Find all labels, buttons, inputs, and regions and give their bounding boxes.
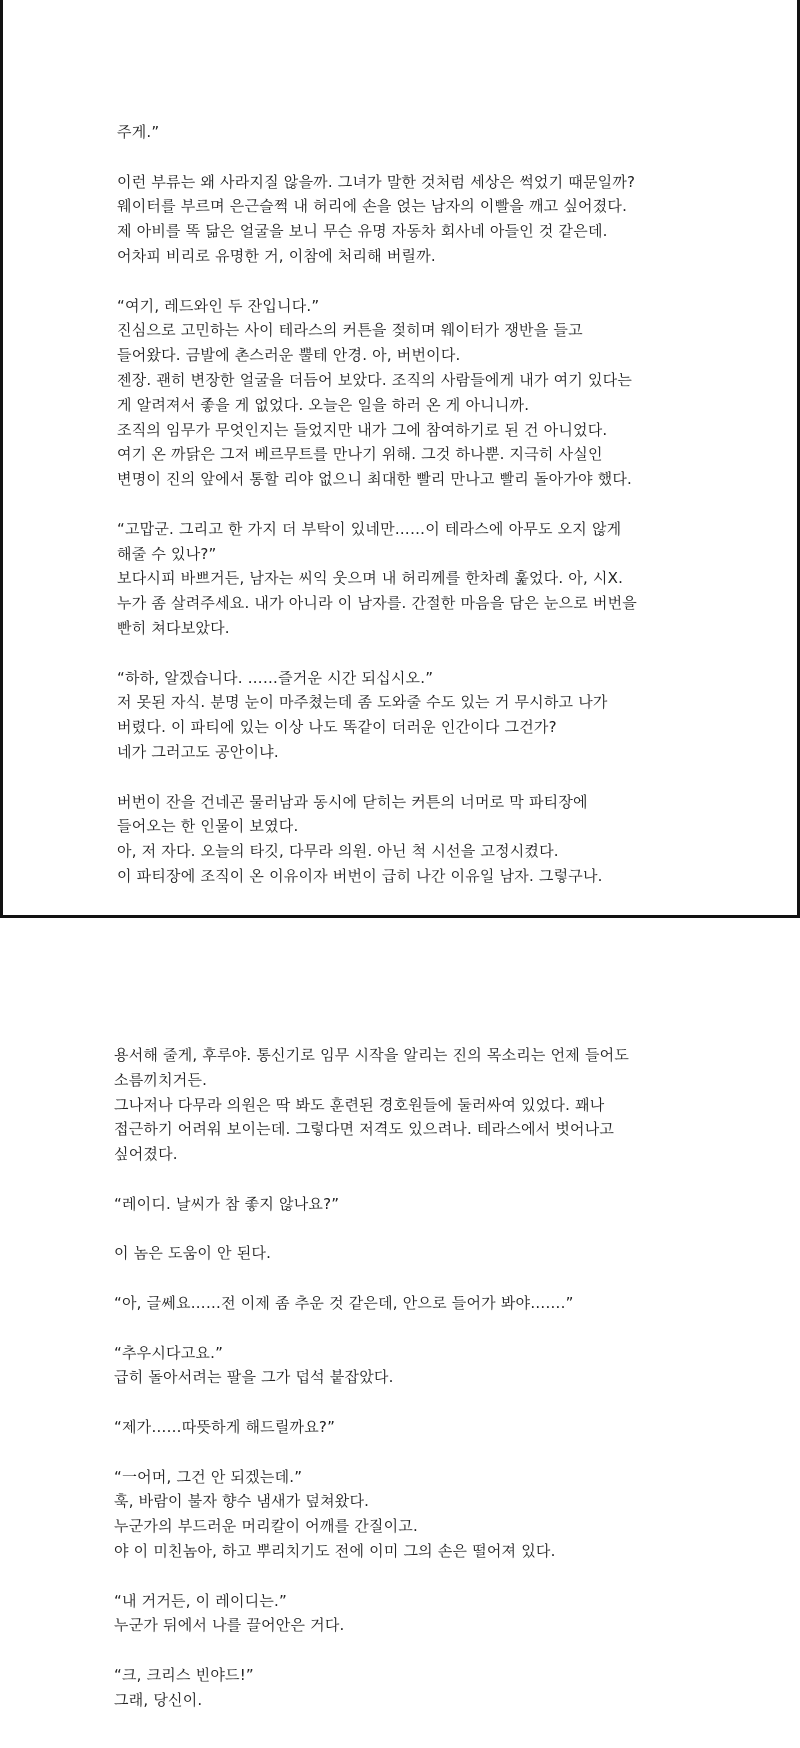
- text-line: [114, 1217, 714, 1242]
- text-line: “제가……따뜻하게 해드릴까요?”: [114, 1417, 336, 1436]
- text-line: [114, 1266, 714, 1291]
- text-line: 누군가 뒤에서 나를 끌어안은 거다.: [114, 1616, 345, 1635]
- text-line: 웨이터를 부르며 은근슬쩍 내 허리에 손을 얹는 남자의 이빨을 깨고 싶어졌다.: [117, 197, 628, 216]
- text-line: 변명이 진의 앞에서 통할 리야 없으니 최대한 빨리 만나고 빨리 돌아가야 했다.: [117, 470, 633, 489]
- text-line: 제 아비를 똑 닮은 얼굴을 보니 무슨 유명 자동차 회사네 아들인 것 같은데.: [117, 222, 608, 241]
- text-line: 버번이 잔을 건네곤 물러남과 동시에 닫히는 커튼의 너머로 막 파티장에: [117, 792, 588, 811]
- text-line: 누가 좀 살려주세요. 내가 아니라 이 남자를. 간절한 마음을 담은 눈으로 버번을: [117, 594, 637, 613]
- page-bottom: [0, 920, 800, 1748]
- text-line: [114, 1167, 714, 1192]
- text-line: 네가 그러고도 공안이냐.: [117, 742, 279, 761]
- text-line: 진심으로 고민하는 사이 테라스의 커튼을 젖히며 웨이터가 쟁반을 들고: [117, 321, 583, 340]
- text-line: 여기 온 까닭은 그저 베르무트를 만나기 위해. 그것 하나뿐. 지극히 사실인: [117, 445, 603, 464]
- text-line: 야 이 미친놈아, 하고 뿌리치기도 전에 이미 그의 손은 떨어져 있다.: [114, 1541, 556, 1560]
- text-line: [117, 765, 717, 790]
- text-line: 싶어졌다.: [114, 1145, 178, 1164]
- text-line: 접근하기 어려워 보이는데. 그렇다면 저격도 있으려나. 테라스에서 벗어나고: [114, 1120, 615, 1139]
- text-line: [114, 1390, 714, 1415]
- text-line: 주게.”: [117, 123, 160, 141]
- text-line: [117, 492, 717, 517]
- text-line: 이런 부류는 왜 사라지질 않을까. 그녀가 말한 것처럼 세상은 썩었기 때문일까?: [117, 172, 636, 191]
- text-line: “크, 크리스 빈야드!”: [114, 1665, 254, 1684]
- text-line: 빤히 쳐다보았다.: [117, 618, 230, 637]
- text-line: [117, 641, 717, 666]
- text-block-page-1: [117, 120, 717, 889]
- text-line: 아, 저 자다. 오늘의 타깃, 다무라 의원. 아닌 척 시선을 고정시켰다.: [117, 842, 559, 861]
- text-line: 들어왔다. 금발에 촌스러운 뿔테 안경. 아, 버번이다.: [117, 346, 461, 365]
- text-line: 해줄 수 있나?”: [117, 544, 217, 563]
- text-line: “내 거거든, 이 레이디는.”: [114, 1591, 287, 1610]
- text-line: “一어머, 그건 안 되겠는데.”: [114, 1467, 303, 1486]
- text-line: 훅, 바람이 불자 향수 냄새가 덮쳐왔다.: [114, 1492, 370, 1511]
- text-line: 그래, 당신이.: [114, 1690, 203, 1709]
- text-line: [117, 269, 717, 294]
- text-line: [114, 1638, 714, 1663]
- text-line: 급히 돌아서려는 팔을 그가 덥석 붙잡았다.: [114, 1368, 394, 1387]
- text-line: 버렸다. 이 파티에 있는 이상 나도 똑같이 더러운 인간이다 그건가?: [117, 718, 557, 737]
- text-line: “레이디. 날씨가 참 좋지 않나요?”: [114, 1194, 340, 1213]
- text-line: “아, 글쎄요……전 이제 좀 추운 것 같은데, 안으로 들어가 봐야…….”: [114, 1293, 574, 1312]
- text-line: 이 놈은 도움이 안 된다.: [114, 1244, 272, 1263]
- text-line: 이 파티장에 조직이 온 이유이자 버번이 급히 나간 이유일 남자. 그렇구나.: [117, 866, 603, 885]
- text-line: [114, 1440, 714, 1465]
- text-line: 용서해 줄게, 후루야. 통신기로 임무 시작을 알리는 진의 목소리는 언제 들어도: [114, 1046, 630, 1064]
- text-line: 보다시피 바쁘거든, 남자는 씨익 웃으며 내 허리께를 한차례 훑었다. 아, 시X.: [117, 569, 624, 588]
- text-line: 게 알려져서 좋을 게 없었다. 오늘은 일을 하러 온 게 아니니까.: [117, 395, 530, 414]
- text-line: 젠장. 괜히 변장한 얼굴을 더듬어 보았다. 조직의 사람들에게 내가 여기 있다는: [117, 370, 633, 389]
- text-line: “고맙군. 그리고 한 가지 더 부탁이 있네만……이 테라스에 아무도 오지 않게: [117, 519, 622, 538]
- text-line: 어차피 비리로 유명한 거, 이참에 처리해 버릴까.: [117, 246, 436, 265]
- text-line: 조직의 임무가 무엇인지는 들었지만 내가 그에 참여하기로 된 건 아니었다.: [117, 420, 608, 439]
- text-line: 저 못된 자식. 분명 눈이 마주쳤는데 좀 도와줄 수도 있는 거 무시하고 나가: [117, 693, 608, 712]
- text-line: [117, 145, 717, 170]
- text-line: “여기, 레드와인 두 잔입니다.”: [117, 296, 320, 315]
- text-line: “추우시다고요.”: [114, 1343, 224, 1362]
- text-line: “하하, 알겠습니다. ……즐거운 시간 되십시오.”: [117, 668, 434, 687]
- text-line: [114, 1564, 714, 1589]
- text-line: 들어오는 한 인물이 보였다.: [117, 817, 299, 836]
- text-block-page-2: [114, 1043, 714, 1713]
- text-line: 소름끼치거든.: [114, 1070, 208, 1089]
- text-line: 누군가의 부드러운 머리칼이 어깨를 간질이고.: [114, 1517, 418, 1536]
- text-line: 그나저나 다무라 의원은 딱 봐도 훈련된 경호원들에 둘러싸여 있었다. 꽤나: [114, 1095, 605, 1114]
- text-line: [114, 1316, 714, 1341]
